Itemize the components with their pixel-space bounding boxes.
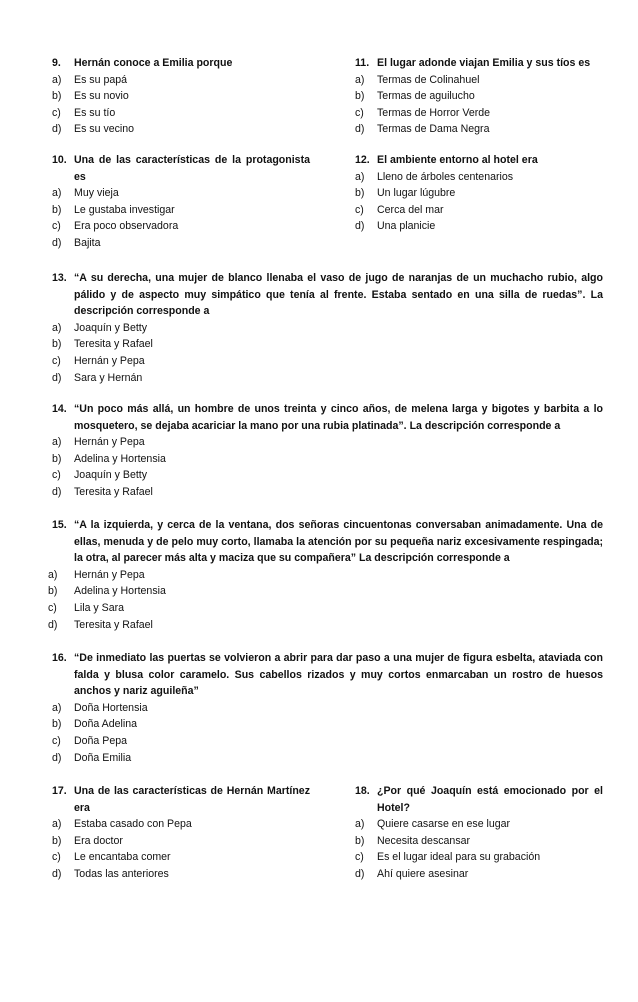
option: a) Hernán y Pepa [52,436,145,449]
option: b) Doña Adelina [52,718,138,731]
option: d) Ahí quiere asesinar [355,867,469,880]
question-number: 9. [52,57,61,69]
question-text: “Un poco más allá, un hombre de unos treinta y cinco años, de melena larga y bigotes y barbita a lo mosquetero, se dejaba acariciar la mano por una rubia platinada”. La descripción corresponde a [74,403,603,432]
question-15 [48,517,603,633]
option: c) Cerca del mar [355,203,444,216]
option: b) Adelina y Hortensia [52,452,166,465]
option: b) Un lugar lúgubre [355,187,456,200]
question-text: Una de las características de la protagonista es [74,154,310,183]
question-18 [355,783,603,883]
option: b) Es su novio [52,90,129,103]
option: d) Bajita [52,236,101,249]
question-text: El ambiente entorno al hotel era [377,154,538,166]
option: d) Sara y Hernán [52,371,143,384]
question-number: 12. [355,154,370,166]
question-text: Una de las características de Hernán Martínez era [74,785,310,814]
question-13 [52,270,603,386]
option: b) Adelina y Hortensia [48,585,166,598]
question-number: 13. [52,272,67,284]
option: d) Doña Emilia [52,751,132,764]
question-10 [52,152,310,252]
option: c) Doña Pepa [52,734,128,747]
option: b) Teresita y Rafael [52,338,153,351]
question-text: ¿Por qué Joaquín está emocionado por el Hotel? [377,785,603,814]
question-text: “De inmediato las puertas se volvieron a abrir para dar paso a una mujer de figura esbelta, ataviada con falda y blusa color caramelo. Sus cabellos rizados y muy cortos enmarcaban un rostro de huesos anchos y nariz aguileña” [74,652,603,698]
option: b) Necesita descansar [355,834,471,847]
option: a) Termas de Colinahuel [355,73,480,86]
option: d) Termas de Dama Negra [355,123,490,136]
option: b) Termas de aguilucho [355,90,475,103]
option: a) Muy vieja [52,187,119,200]
option: c) Le encantaba comer [52,851,171,864]
question-number: 10. [52,154,67,166]
option: c) Es el lugar ideal para su grabación [355,851,541,864]
option: b) Era doctor [52,834,123,847]
question-12 [355,152,603,235]
option: a) Joaquín y Betty [52,321,148,334]
question-text: El lugar adonde viajan Emilia y sus tíos es [377,57,591,69]
option: a) Hernán y Pepa [48,568,145,581]
option: a) Doña Hortensia [52,701,148,714]
option: c) Joaquín y Betty [52,469,148,482]
option: c) Era poco observadora [52,220,179,233]
question-number: 18. [355,785,370,797]
option: a) Lleno de árboles centenarios [355,170,514,183]
question-number: 15. [52,519,67,531]
option: b) Le gustaba investigar [52,203,175,216]
question-number: 16. [52,652,67,664]
option: c) Lila y Sara [48,601,125,614]
option: c) Hernán y Pepa [52,354,145,367]
question-16 [52,650,603,766]
option: a) Es su papá [52,73,128,86]
question-9 [52,55,310,138]
option: c) Es su tío [52,106,116,119]
question-11 [355,55,603,138]
question-text: Hernán conoce a Emilia porque [74,57,233,69]
option: c) Termas de Horror Verde [355,106,491,119]
option: d) Es su vecino [52,123,135,136]
option: d) Una planicie [355,220,436,233]
option: d) Todas las anteriores [52,867,169,880]
question-number: 14. [52,403,67,415]
option: d) Teresita y Rafael [52,485,153,498]
option: d) Teresita y Rafael [48,618,153,631]
option: a) Quiere casarse en ese lugar [355,818,511,831]
question-number: 17. [52,785,67,797]
option: a) Estaba casado con Pepa [52,818,192,831]
question-text: “A su derecha, una mujer de blanco llenaba el vaso de jugo de naranjas de un muchacho rubio, algo pálido y de aspecto muy simpático que tenía al frente. Estaba sentado en una silla de ruedas”. La descripción corresponde a [74,272,603,318]
question-17 [52,783,310,883]
question-14 [52,401,603,501]
question-number: 11. [355,57,370,69]
question-text: “A la izquierda, y cerca de la ventana, dos señoras cincuentonas conversaban animadamente. Una de ellas, menuda y de pelo muy corto, llamaba la atención por su pequeña nariz excesivamente respingada; la otra, al parecer más alta y maciza que su compañera” La descripción corresponde a [74,519,603,565]
